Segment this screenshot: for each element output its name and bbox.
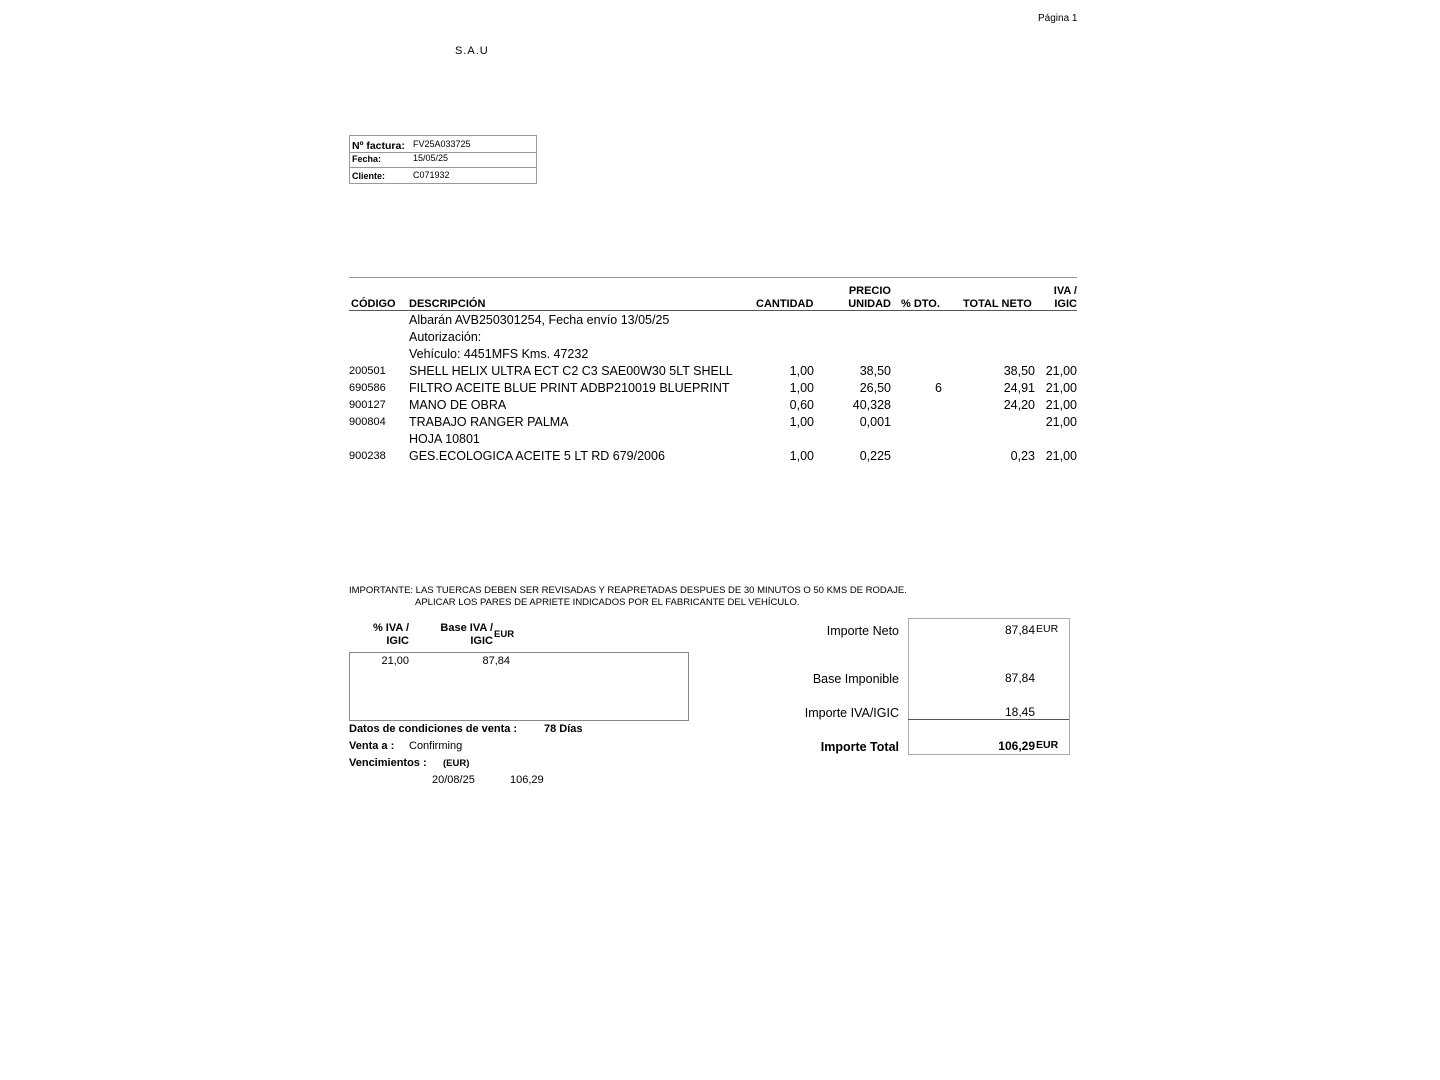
due-amount: 106,29 xyxy=(510,774,544,786)
sale-terms: 78 Días xyxy=(544,723,583,735)
row-quantity: 1,00 xyxy=(789,449,814,463)
due-dates-unit: (EUR) xyxy=(443,758,470,769)
row-description: FILTRO ACEITE BLUE PRINT ADBP210019 BLUEPRINT xyxy=(409,381,730,395)
row-vat: 21,00 xyxy=(1045,449,1077,463)
client-label: Cliente: xyxy=(352,171,386,181)
client-code: C071932 xyxy=(413,170,450,180)
total-amount-unit: EUR xyxy=(1036,739,1059,751)
row-net-total: 24,20 xyxy=(1003,398,1035,412)
client-row xyxy=(350,168,536,184)
vat-base-header-line2: IGIC xyxy=(470,635,493,647)
header-vat-line1: IVA / xyxy=(1053,285,1077,297)
row-vat: 21,00 xyxy=(1045,381,1077,395)
totals-separator xyxy=(908,719,1069,720)
due-date: 20/08/25 xyxy=(432,774,475,786)
row-description: SHELL HELIX ULTRA ECT C2 C3 SAE00W30 5LT SHELL xyxy=(409,364,733,378)
row-code: 200501 xyxy=(349,365,386,377)
header-unit-price-line2: UNIDAD xyxy=(848,298,891,310)
row-net-total: 24,91 xyxy=(1003,381,1035,395)
header-discount: % DTO. xyxy=(901,298,940,310)
company-name: S.A.U xyxy=(455,45,489,57)
row-quantity: 1,00 xyxy=(789,415,814,429)
page-number: Página 1 xyxy=(1038,13,1078,24)
invoice-number-label: Nº factura: xyxy=(352,140,405,152)
sale-to: Confirming xyxy=(409,740,463,752)
total-amount: 106,29 xyxy=(998,739,1035,753)
vehicle-line: Vehículo: 4451MFS Kms. 47232 xyxy=(409,347,589,361)
vat-base-header xyxy=(430,622,493,648)
row-vat: 21,00 xyxy=(1045,398,1077,412)
row-net-total: 38,50 xyxy=(1003,364,1035,378)
header-description: DESCRIPCIÓN xyxy=(409,298,486,310)
header-code: CÓDIGO xyxy=(351,298,396,310)
row-vat: 21,00 xyxy=(1045,364,1077,378)
table-header-top-rule xyxy=(349,277,1077,278)
vat-rate-header xyxy=(360,622,409,648)
row-code: 900127 xyxy=(349,399,386,411)
row-unit-price: 0,001 xyxy=(859,415,891,429)
taxable-base: 87,84 xyxy=(1004,671,1035,685)
sale-terms-label: Datos de condiciones de venta : xyxy=(349,723,518,735)
header-quantity: CANTIDAD xyxy=(756,298,814,310)
total-amount-label: Importe Total xyxy=(820,740,899,754)
header-net-total: TOTAL NETO xyxy=(963,298,1032,310)
vat-base-header-line1: Base IVA / xyxy=(440,622,493,634)
vat-base-value: 87,84 xyxy=(482,655,510,667)
vat-amount: 18,45 xyxy=(1004,705,1035,719)
vat-rate-header-line1: % IVA / xyxy=(372,622,409,634)
row-description: GES.ECOLOGICA ACEITE 5 LT RD 679/2006 xyxy=(409,449,665,463)
row-description: TRABAJO RANGER PALMA xyxy=(409,415,569,429)
important-notice-line2: APLICAR LOS PARES DE APRIETE INDICADOS POR EL FABRICANTE DEL VEHÍCULO. xyxy=(415,597,800,608)
taxable-base-label: Base Imponible xyxy=(812,672,899,686)
invoice-number-row xyxy=(350,136,536,153)
vat-amount-label: Importe IVA/IGIC xyxy=(804,706,899,720)
row-discount: 6 xyxy=(935,381,942,395)
row-code: 900238 xyxy=(349,450,386,462)
due-dates-label: Vencimientos : xyxy=(349,757,427,769)
header-vat xyxy=(1037,285,1077,311)
sale-to-label: Venta a : xyxy=(349,740,395,752)
vat-rate-value: 21,00 xyxy=(381,655,409,667)
row-net-total: 0,23 xyxy=(1010,449,1035,463)
totals-box xyxy=(908,618,1070,755)
invoice-date-label: Fecha: xyxy=(352,154,382,164)
authorization-line: Autorización: xyxy=(409,330,482,344)
row-quantity: 1,00 xyxy=(789,364,814,378)
row-quantity: 0,60 xyxy=(789,398,814,412)
row-unit-price: 38,50 xyxy=(859,364,891,378)
row-description: HOJA 10801 xyxy=(409,432,480,446)
row-description: MANO DE OBRA xyxy=(409,398,507,412)
delivery-note-line: Albarán AVB250301254, Fecha envío 13/05/25 xyxy=(409,313,670,327)
row-quantity: 1,00 xyxy=(789,381,814,395)
header-vat-line2: IGIC xyxy=(1054,298,1077,310)
header-unit-price xyxy=(831,285,891,311)
important-notice-line1: IMPORTANTE: LAS TUERCAS DEBEN SER REVISADAS Y REAPRETADAS DESPUES DE 30 MINUTOS O 50 KMS DE RODAJE. xyxy=(349,585,907,596)
row-code: 900804 xyxy=(349,416,386,428)
invoice-number: FV25A033725 xyxy=(413,139,471,149)
row-code: 690586 xyxy=(349,382,386,394)
net-amount-label: Importe Neto xyxy=(826,624,899,638)
vat-rate-header-line2: IGIC xyxy=(386,635,409,647)
net-amount-unit: EUR xyxy=(1036,623,1059,635)
vat-base-unit: EUR xyxy=(494,629,515,640)
net-amount: 87,84 xyxy=(1004,623,1035,637)
invoice-info-box xyxy=(349,135,537,184)
row-vat: 21,00 xyxy=(1045,415,1077,429)
header-unit-price-line1: PRECIO xyxy=(848,285,891,297)
row-unit-price: 0,225 xyxy=(859,449,891,463)
invoice-date-row xyxy=(350,152,536,168)
row-unit-price: 40,328 xyxy=(852,398,891,412)
row-unit-price: 26,50 xyxy=(859,381,891,395)
invoice-date: 15/05/25 xyxy=(413,153,449,163)
